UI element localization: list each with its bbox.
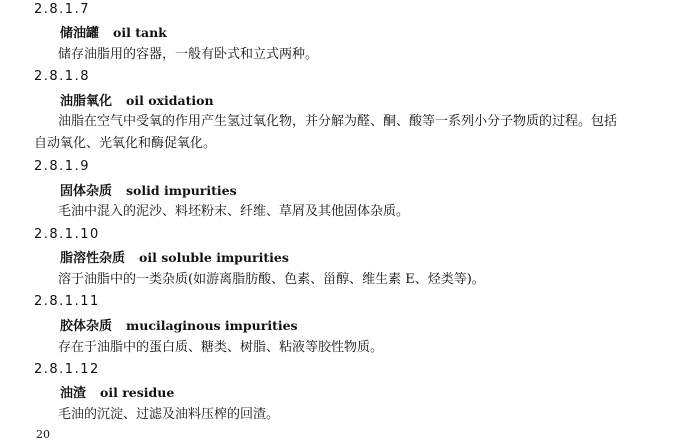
clause-number: 2.8.1.11: [34, 294, 100, 309]
term-chinese: 储油罐: [60, 26, 100, 41]
clause-number: 2.8.1.8: [34, 69, 90, 84]
term-chinese: 胶体杂质: [60, 319, 113, 334]
term-english: oil tank: [113, 25, 167, 40]
term-english: oil residue: [100, 385, 175, 400]
term-definition: 毛油中混入的泥沙、料坯粉末、纤维、草屑及其他固体杂质。: [58, 204, 410, 219]
clause-number: 2.8.1.12: [34, 362, 100, 377]
term-definition: 存在于油脂中的蛋白质、糖类、树脂、粘液等胶性物质。: [58, 340, 384, 355]
term-definition-continued: 自动氧化、光氧化和酶促氧化。: [34, 136, 217, 151]
term-definition: 油脂在空气中受氧的作用产生氢过氧化物，并分解为醛、酮、酸等一系列小分子物质的过程。包括: [58, 114, 618, 129]
term-english: oil oxidation: [126, 93, 214, 108]
term-definition: 储存油脂用的容器，一般有卧式和立式两种。: [58, 47, 319, 62]
term-chinese: 油脂氧化: [60, 94, 113, 109]
term-definition: 毛油的沉淀、过滤及油料压榨的回渣。: [58, 407, 280, 422]
clause-number: 2.8.1.9: [34, 159, 90, 174]
term-chinese: 脂溶性杂质: [60, 251, 126, 266]
term-definition: 溶于油脂中的一类杂质(如游离脂肪酸、色素、甾醇、维生素 E、烃类等)。: [58, 272, 485, 287]
clause-number: 2.8.1.10: [34, 227, 100, 242]
term-english: mucilaginous impurities: [126, 318, 298, 333]
term-heading: [60, 316, 298, 336]
term-heading: [60, 91, 214, 111]
term-heading: [60, 383, 174, 403]
term-chinese: 固体杂质: [60, 184, 113, 199]
term-heading: [60, 181, 237, 201]
term-english: solid impurities: [126, 183, 237, 198]
term-heading: [60, 23, 167, 43]
term-heading: [60, 248, 289, 268]
term-chinese: 油渣: [60, 386, 87, 401]
clause-number: 2.8.1.7: [34, 2, 90, 17]
page-number: 20: [36, 428, 50, 441]
term-english: oil soluble impurities: [139, 250, 289, 265]
